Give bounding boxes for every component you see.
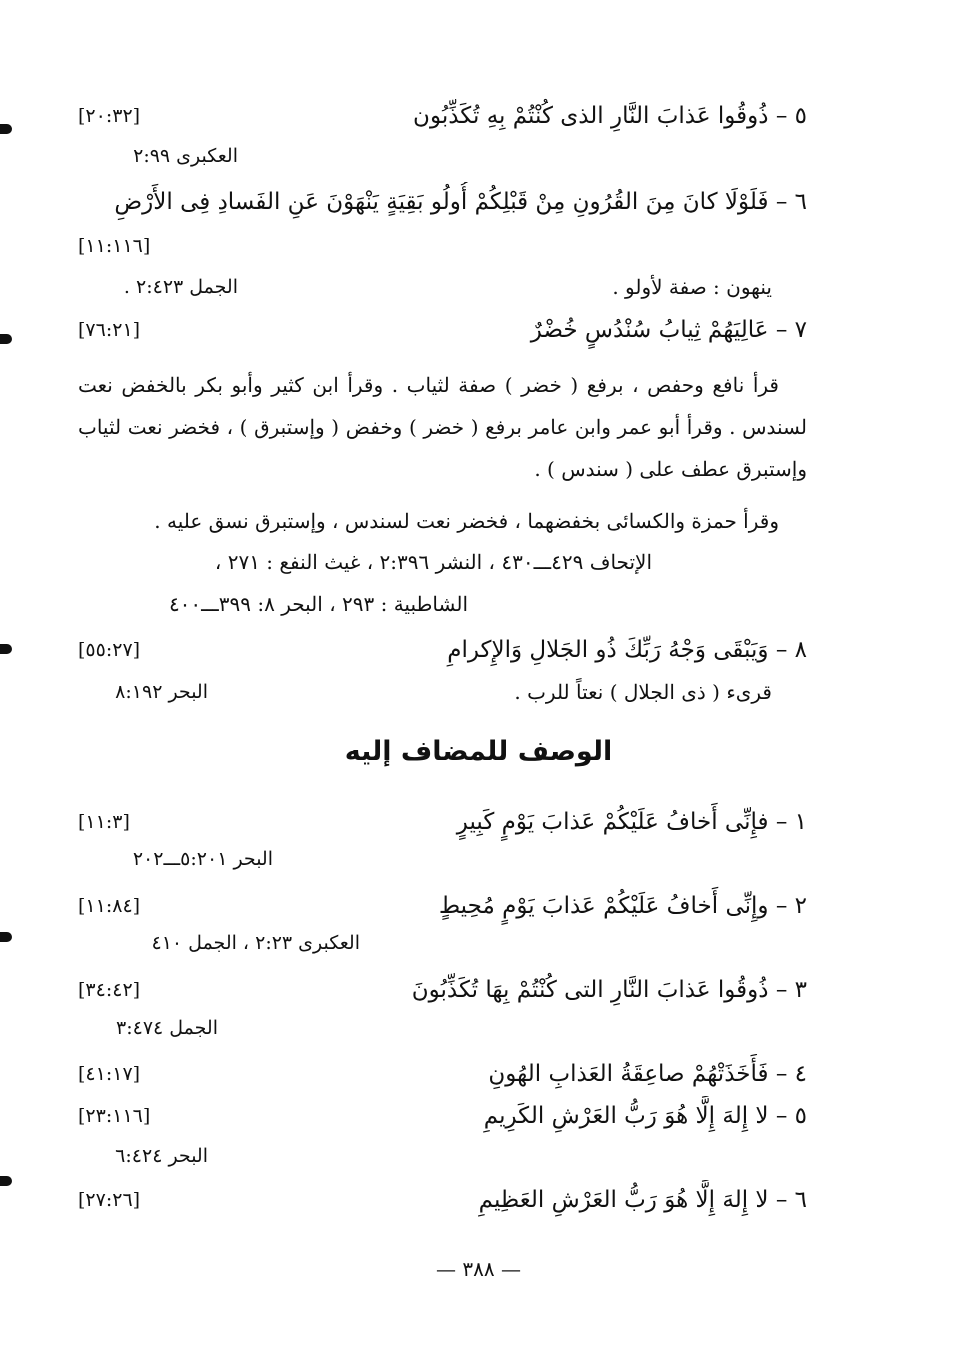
verse-line: ٥ – لا إِلهَ إِلَّا هُوَ رَبُّ العَرْشِ الكَرِيمِ [483,1103,807,1129]
verse-reference: [٥٥:٢٧] [78,639,141,661]
verse-line: ١ – فإِنِّى أَخافُ عَلَيْكُمْ عَذابَ يَوْمٍ كَبِيرٍ [456,809,807,835]
source-citation: الإتحاف ٤٢٩ـــ٤٣٠ ، النشر ٢:٣٩٦ ، غيث النفع : ٢٧١ ، [214,550,652,574]
grammar-note: ينهون : صفة لأولو . [612,275,772,299]
verse-line: ٤ – فَأَخَذَتْهُمْ صاعِقَةُ العَذابِ الهُونِ [488,1061,807,1087]
grammar-note: قرىء ( ذى الجلال ) نعتاً للرب . [514,680,772,704]
verse-reference: [٢٠:٣٢] [78,105,141,127]
verse-reference: [٧٦:٢١] [78,319,141,341]
verse-line: ٦ – فَلَوْلَا كانَ مِنَ القُرُونِ مِنْ قَبْلِكُمْ أُولُو بَقِيَةٍ يَنْهَوْنَ عَنِ الفَسادِ فِى الأَرْضِ [114,189,807,215]
source-citation: البحر ٦:٤٢٤ [115,1145,208,1167]
verse-line: ٦ – لا إِلهَ إِلَّا هُوَ رَبُّ العَرْشِ العَظِيمِ [478,1187,807,1213]
source-citation: البحر ٥:٢٠١ـــ٢٠٢ [132,848,273,870]
source-citation: الجمل ٣:٤٧٤ [116,1017,218,1039]
reading-paragraph: وقرأ حمزة والكسائى بخفضهما ، فخضر نعت لسندس ، وإستبرق نسق عليه . [154,509,779,533]
section-heading: الوصف للمضاف إليه [344,736,613,767]
page-number: — ٣٨٨ — [436,1257,521,1281]
source-citation: البحر ٨:١٩٢ [115,681,208,703]
verse-line: ٣ – ذُوقُوا عَذابَ النَّارِ التى كُنْتُمْ بِهَا تُكَذِّبُونَ [411,977,807,1003]
reading-paragraph: قرأ نافع وحفص ، برفع ( خضر ) صفة لثياب . وقرأ ابن كثير وأبو بكر بالخفض نعت لسندس . وقرأ أبو عمر وابن عامر برفع ( خضر ) وخفض ( وإستبرق ) ، فخضر نعت لثياب وإستبرق عطف على ( سندس ) . [78,373,807,481]
verse-reference: [١١:٨٤] [78,895,141,917]
binding-mark [0,334,12,344]
binding-mark [0,124,12,134]
source-citation: الجمل ٢:٤٢٣ . [123,276,238,298]
verse-line: ٢ – وإِنِّى أَخافُ عَلَيْكُمْ عَذابَ يَوْمٍ مُحِيطٍ [438,893,807,919]
verse-reference: [٣٤:٤٢] [78,979,141,1001]
binding-mark [0,932,12,942]
verse-reference: [٢٣:١١٦] [78,1105,151,1127]
binding-mark [0,1176,12,1186]
source-citation: العكبرى ٢:٩٩ [133,145,238,167]
verse-line: ٥ – ذُوقُوا عَذابَ النَّارِ الذى كُنْتُمْ بِهِ تُكَذِّبُون [413,103,807,129]
verse-reference: [٢٧:٢٦] [78,1189,141,1211]
source-citation: العكبرى ٢:٢٣ ، الجمل ٤١٠ [151,932,360,954]
verse-line: ٨ – وَيَبْقَى وَجْهُ رَبِّكَ ذُو الجَلالِ وَالإِكرامِ [447,637,807,663]
source-citation: الشاطبية : ٢٩٣ ، البحر ٨: ٣٩٩ـــ٤٠٠ [168,592,468,616]
verse-reference: [١١:٣] [78,811,130,833]
verse-line: ٧ – عَالِيَهُمْ ثِيابُ سُنْدُسٍ خُضْرٌ [530,317,807,343]
verse-reference: [١١:١١٦] [78,235,151,257]
binding-mark [0,644,12,654]
verse-reference: [٤١:١٧] [78,1063,141,1085]
